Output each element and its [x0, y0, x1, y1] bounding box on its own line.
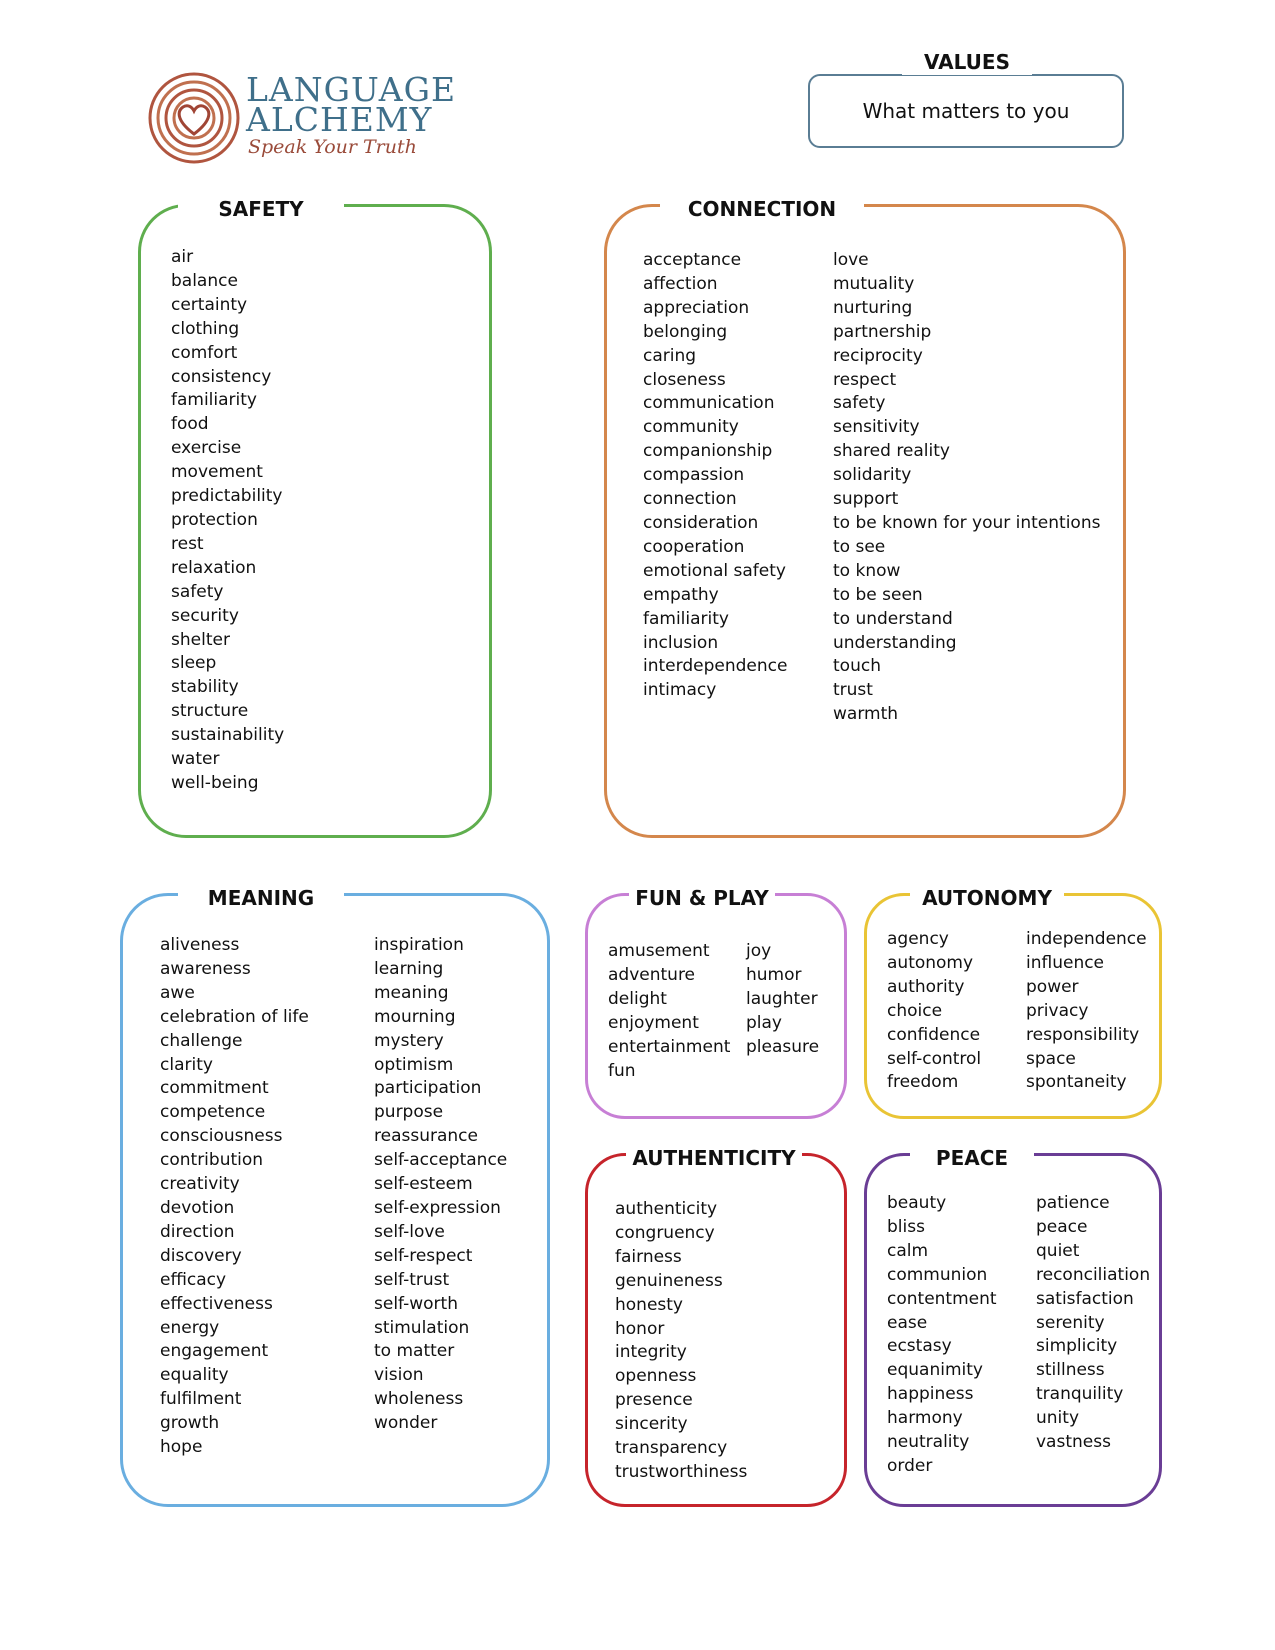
value-word: stillness: [1036, 1360, 1105, 1381]
brand-name-line1: LANGUAGE: [246, 70, 457, 109]
value-word: food: [171, 414, 209, 435]
value-word: trust: [833, 680, 873, 701]
value-word: purpose: [374, 1102, 444, 1123]
value-word: commitment: [160, 1078, 269, 1099]
value-word: authenticity: [615, 1199, 718, 1219]
value-word: order: [887, 1455, 933, 1476]
value-word: warmth: [833, 704, 899, 725]
value-word: partnership: [833, 321, 932, 342]
value-word: self-control: [887, 1048, 982, 1069]
value-word: peace: [1036, 1216, 1088, 1237]
authenticity-title: AUTHENTICITY: [626, 1145, 802, 1171]
value-word: appreciation: [643, 297, 750, 318]
value-word: empathy: [643, 584, 719, 605]
values-title: VALUES: [902, 49, 1032, 75]
value-word: mystery: [374, 1030, 444, 1051]
value-word: air: [171, 247, 194, 267]
value-word: bliss: [887, 1216, 925, 1237]
value-word: efficacy: [160, 1269, 227, 1290]
value-word: awe: [160, 982, 195, 1003]
value-word: to understand: [833, 608, 953, 629]
value-word: self-worth: [374, 1293, 458, 1314]
value-word: aliveness: [160, 935, 240, 955]
value-word: growth: [160, 1413, 220, 1434]
value-word: stability: [171, 677, 239, 698]
value-word: shelter: [171, 629, 230, 650]
value-word: space: [1026, 1048, 1076, 1069]
value-word: familiarity: [643, 608, 729, 629]
value-word: ease: [887, 1312, 928, 1333]
value-word: play: [746, 1012, 782, 1033]
value-word: integrity: [615, 1342, 687, 1363]
value-word: consideration: [643, 512, 759, 533]
value-word: laughter: [746, 988, 818, 1009]
value-word: mutuality: [833, 273, 915, 294]
value-word: influence: [1026, 952, 1105, 973]
value-word: caring: [643, 345, 697, 366]
value-word: congruency: [615, 1222, 715, 1243]
value-word: rest: [171, 533, 204, 554]
value-word: clarity: [160, 1054, 213, 1075]
value-word: openness: [615, 1366, 697, 1387]
value-word: authority: [887, 976, 965, 997]
value-word: honor: [615, 1318, 665, 1339]
value-word: protection: [171, 509, 258, 530]
value-word: reciprocity: [833, 345, 923, 366]
value-word: fun: [608, 1060, 636, 1081]
value-word: inclusion: [643, 632, 719, 653]
value-word: calm: [887, 1240, 929, 1261]
value-word: shared reality: [833, 441, 950, 462]
safety-list: [171, 246, 284, 796]
value-word: consciousness: [160, 1126, 283, 1147]
value-word: amusement: [608, 941, 710, 961]
value-word: enjoyment: [608, 1012, 699, 1033]
value-word: patience: [1036, 1193, 1110, 1213]
value-word: support: [833, 489, 899, 510]
value-word: joy: [746, 941, 772, 961]
autonomy-list-left: [887, 928, 981, 1095]
value-word: pleasure: [746, 1036, 820, 1057]
value-word: autonomy: [887, 952, 974, 973]
value-word: wonder: [374, 1413, 438, 1434]
value-word: direction: [160, 1221, 235, 1242]
value-word: devotion: [160, 1197, 235, 1218]
value-word: predictability: [171, 486, 283, 507]
connection-list-right: [833, 249, 1100, 727]
value-word: discovery: [160, 1245, 242, 1266]
value-word: trustworthiness: [615, 1461, 748, 1482]
value-word: balance: [171, 270, 238, 291]
value-word: tranquility: [1036, 1384, 1124, 1405]
value-word: self-acceptance: [374, 1150, 508, 1171]
value-word: meaning: [374, 982, 449, 1003]
value-word: choice: [887, 1000, 943, 1021]
value-word: effectiveness: [160, 1293, 273, 1314]
value-word: self-respect: [374, 1245, 473, 1266]
value-word: self-love: [374, 1221, 445, 1242]
peace-list-right: [1036, 1192, 1150, 1455]
peace-title: PEACE: [910, 1145, 1034, 1171]
value-word: neutrality: [887, 1432, 970, 1453]
value-word: closeness: [643, 369, 726, 390]
value-word: ecstasy: [887, 1336, 952, 1357]
value-word: communication: [643, 393, 775, 414]
value-word: to be seen: [833, 584, 923, 605]
value-word: fulfilment: [160, 1389, 242, 1410]
value-word: serenity: [1036, 1312, 1105, 1333]
value-word: emotional safety: [643, 560, 786, 581]
value-word: clothing: [171, 318, 240, 339]
value-word: creativity: [160, 1174, 240, 1195]
value-word: water: [171, 749, 220, 770]
value-word: responsibility: [1026, 1024, 1140, 1045]
value-word: self-trust: [374, 1269, 450, 1290]
value-word: satisfaction: [1036, 1288, 1134, 1309]
value-word: safety: [171, 581, 224, 602]
brand-tagline: Speak Your Truth: [248, 136, 417, 158]
autonomy-title: AUTONOMY: [910, 885, 1064, 911]
value-word: respect: [833, 369, 897, 390]
value-word: humor: [746, 964, 802, 985]
value-word: movement: [171, 462, 263, 483]
value-word: inspiration: [374, 935, 464, 955]
labyrinth-heart-icon: [148, 72, 240, 164]
meaning-list-left: [160, 934, 309, 1460]
value-word: quiet: [1036, 1240, 1080, 1261]
fun-play-list-right: [746, 940, 819, 1060]
value-word: understanding: [833, 632, 957, 653]
value-word: equanimity: [887, 1360, 983, 1381]
value-word: communion: [887, 1264, 988, 1285]
value-word: well-being: [171, 772, 259, 793]
value-word: sustainability: [171, 725, 285, 746]
value-word: presence: [615, 1390, 693, 1411]
value-word: cooperation: [643, 536, 745, 557]
value-word: certainty: [171, 294, 248, 315]
value-word: energy: [160, 1317, 220, 1338]
fun-play-list-left: [608, 940, 730, 1083]
value-word: contribution: [160, 1150, 264, 1171]
value-word: structure: [171, 701, 249, 722]
value-word: touch: [833, 656, 881, 677]
value-word: stimulation: [374, 1317, 470, 1338]
value-word: self-expression: [374, 1197, 501, 1218]
brand-name-line2: ALCHEMY: [246, 100, 433, 139]
value-word: simplicity: [1036, 1336, 1118, 1357]
value-word: reconciliation: [1036, 1264, 1151, 1285]
meaning-title: MEANING: [178, 885, 344, 911]
value-word: consistency: [171, 366, 272, 387]
value-word: affection: [643, 273, 718, 294]
values-subtitle: What matters to you: [862, 99, 1070, 123]
value-word: vision: [374, 1365, 424, 1386]
value-word: comfort: [171, 342, 238, 363]
value-word: optimism: [374, 1054, 454, 1075]
value-word: companionship: [643, 441, 773, 462]
value-word: privacy: [1026, 1000, 1089, 1021]
autonomy-list-right: [1026, 928, 1147, 1095]
value-word: self-esteem: [374, 1174, 473, 1195]
value-word: spontaneity: [1026, 1072, 1127, 1093]
value-word: to see: [833, 536, 886, 557]
connection-title: CONNECTION: [660, 196, 864, 222]
value-word: familiarity: [171, 390, 257, 411]
value-word: engagement: [160, 1341, 269, 1362]
safety-title: SAFETY: [178, 196, 344, 222]
value-word: to know: [833, 560, 901, 581]
value-word: adventure: [608, 964, 696, 985]
value-word: freedom: [887, 1072, 959, 1093]
value-word: independence: [1026, 929, 1147, 949]
value-word: equality: [160, 1365, 229, 1386]
value-word: happiness: [887, 1384, 974, 1405]
value-word: confidence: [887, 1024, 981, 1045]
value-word: to be known for your intentions: [833, 512, 1101, 533]
value-word: love: [833, 250, 869, 270]
value-word: wholeness: [374, 1389, 464, 1410]
value-word: connection: [643, 489, 737, 510]
peace-list-left: [887, 1192, 997, 1479]
value-word: transparency: [615, 1438, 728, 1459]
value-word: challenge: [160, 1030, 243, 1051]
meaning-list-right: [374, 934, 507, 1436]
value-word: learning: [374, 958, 444, 979]
value-word: sensitivity: [833, 417, 920, 438]
value-word: sincerity: [615, 1414, 688, 1435]
value-word: relaxation: [171, 557, 257, 578]
value-word: vastness: [1036, 1432, 1111, 1453]
value-word: unity: [1036, 1408, 1079, 1429]
value-word: delight: [608, 988, 667, 1009]
value-word: entertainment: [608, 1036, 731, 1057]
value-word: safety: [833, 393, 886, 414]
value-word: intimacy: [643, 680, 717, 701]
value-word: nurturing: [833, 297, 913, 318]
value-word: to matter: [374, 1341, 455, 1362]
authenticity-list: [615, 1198, 747, 1485]
value-word: awareness: [160, 958, 251, 979]
value-word: solidarity: [833, 465, 912, 486]
value-word: celebration of life: [160, 1006, 309, 1027]
value-word: agency: [887, 929, 949, 949]
value-word: power: [1026, 976, 1079, 997]
value-word: contentment: [887, 1288, 997, 1309]
value-word: reassurance: [374, 1126, 478, 1147]
value-word: exercise: [171, 438, 242, 459]
value-word: belonging: [643, 321, 728, 342]
value-word: security: [171, 605, 239, 626]
fun-play-title: FUN & PLAY: [629, 885, 775, 911]
value-word: participation: [374, 1078, 482, 1099]
value-word: compassion: [643, 465, 745, 486]
value-word: competence: [160, 1102, 266, 1123]
value-word: honesty: [615, 1294, 683, 1315]
value-word: acceptance: [643, 250, 742, 270]
value-word: beauty: [887, 1193, 947, 1213]
value-word: sleep: [171, 653, 217, 674]
value-word: interdependence: [643, 656, 788, 677]
connection-list-left: [643, 249, 787, 703]
value-word: genuineness: [615, 1270, 723, 1291]
value-word: hope: [160, 1437, 203, 1458]
value-word: fairness: [615, 1246, 682, 1267]
value-word: community: [643, 417, 739, 438]
value-word: mourning: [374, 1006, 456, 1027]
value-word: harmony: [887, 1408, 963, 1429]
brand-logo: [148, 68, 457, 168]
